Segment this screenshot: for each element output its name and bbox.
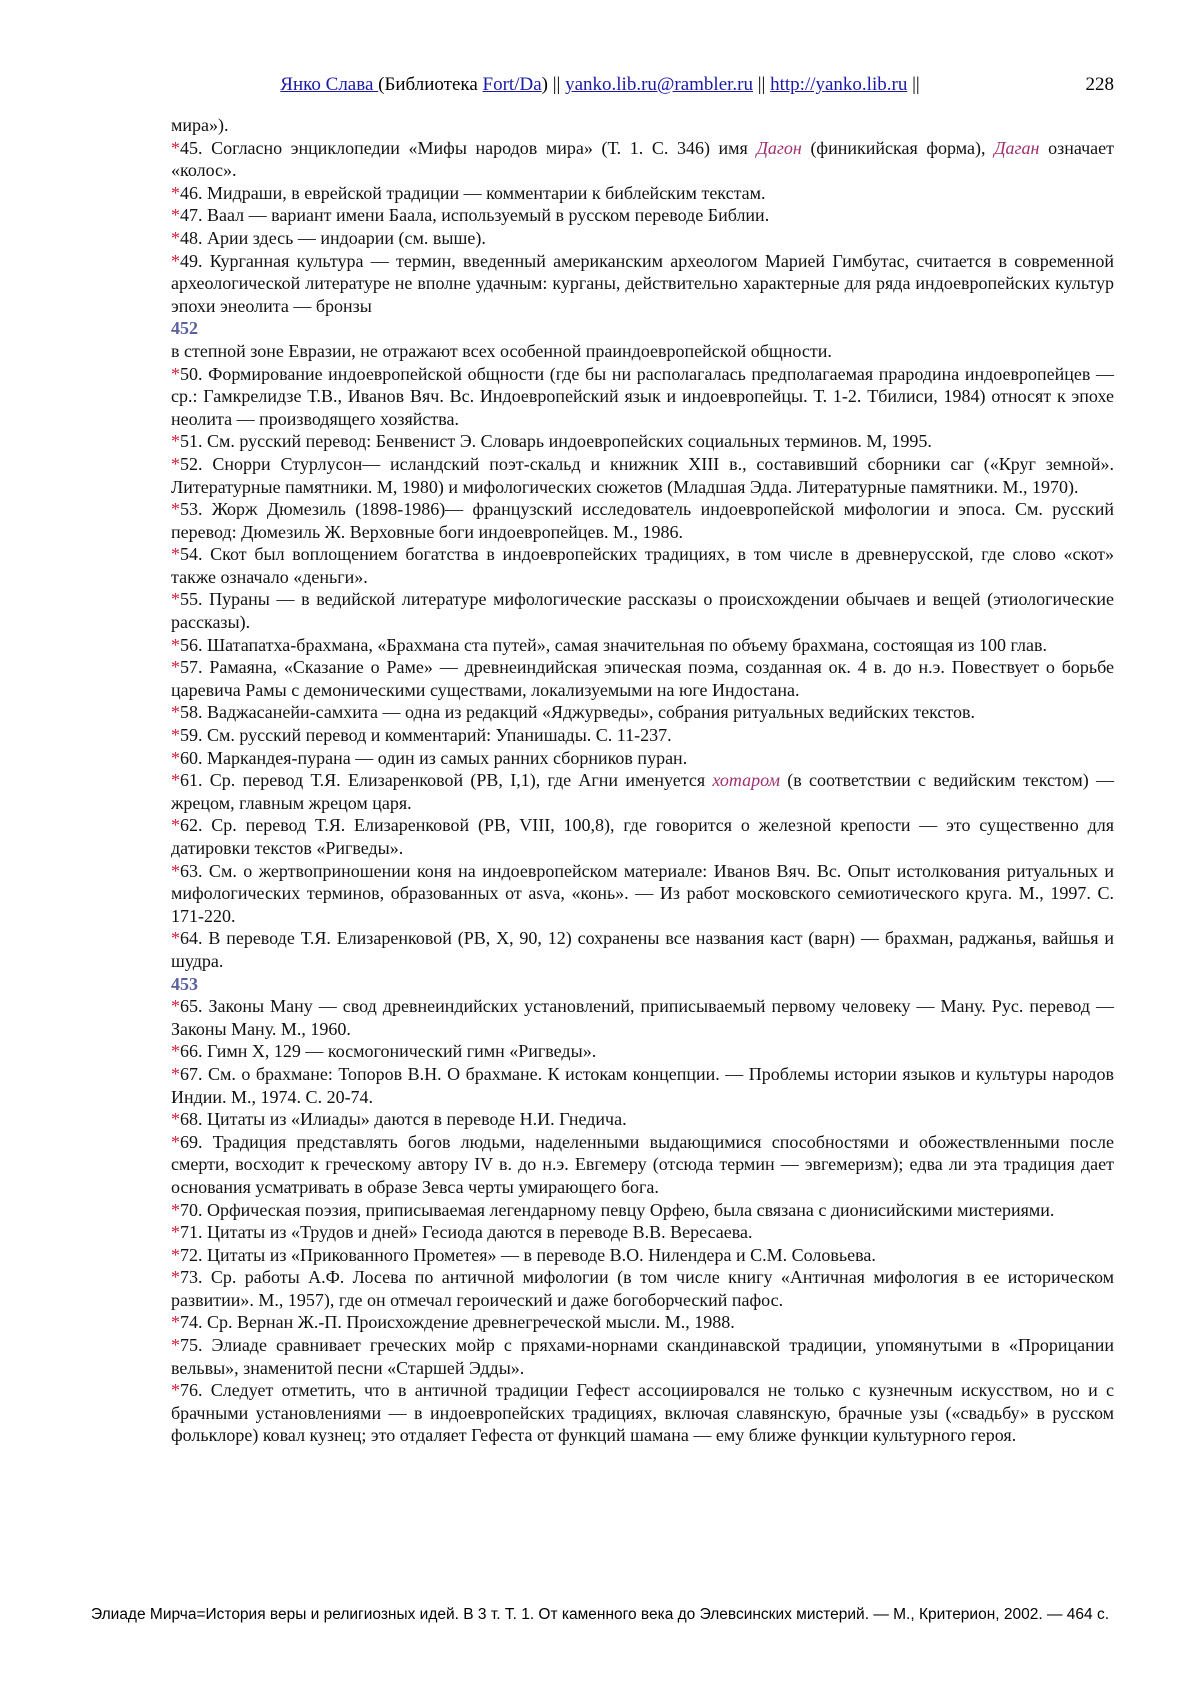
asterisk-marker: * <box>171 860 180 881</box>
note-text: 65. Законы Ману — свод древнеиндийских установлений, приписываемый первому человеку — Ману. Рус. перевод — Законы Ману. М., 1960. <box>171 996 1114 1039</box>
asterisk-marker: * <box>171 227 180 248</box>
note-text: означает «колос». <box>171 137 1114 181</box>
note-text: 69. Традиция представлять богов людьми, наделенными выдающимися способностями и обожествленными после смерти, восходит к греческому автору IV в. до н.э. Евгемеру (отсюда термин — эвгемеризм); едва ли эта традиция дает основания усматривать в образе Зевса черты умирающего бога. <box>171 1131 1114 1197</box>
note-46 <box>171 182 1114 205</box>
note-70 <box>171 1199 1114 1222</box>
asterisk-marker: * <box>171 1380 180 1401</box>
note-text: (финикийская форма), <box>801 137 995 158</box>
note-text: 70. Орфическая поэзия, приписываемая легендарному певцу Орфею, была связана с дионисийскими мистериями. <box>180 1199 1055 1220</box>
asterisk-marker: * <box>171 250 180 271</box>
note-text: 45. Согласно энциклопедии «Мифы народов мира» (Т. 1. С. 346) имя <box>180 137 757 158</box>
asterisk-marker: * <box>171 702 180 723</box>
note-text: 68. Цитаты из «Илиады» даются в переводе Н.И. Гнедича. <box>180 1109 627 1130</box>
note-text: 61. Ср. перевод Т.Я. Елизаренковой (РВ, I,1), где Агни именуется <box>180 770 713 791</box>
header-separator: || <box>907 74 920 95</box>
note-text: 47. Ваал — вариант имени Баала, используемый в русском переводе Библии. <box>180 205 770 226</box>
note-text: 59. См. русский перевод и комментарий: Упанишады. С. 11-237. <box>180 725 672 746</box>
note-76 <box>171 1379 1114 1447</box>
asterisk-marker: * <box>171 1267 180 1288</box>
note-73 <box>171 1266 1114 1311</box>
note-text: 49. Курганная культура — термин, введенный американским археологом Марией Гимбутас, считается в современной археологической литературе не вполне удачным: курганы, действительно характерные для ряда индоевропейских культур эпохи энеолита — бронзы <box>171 250 1114 316</box>
note-text: 67. См. о брахмане: Топоров В.Н. О брахмане. К истокам концепции. — Проблемы истории языков и культуры народов Индии. М., 1974. С. 20-74. <box>171 1063 1114 1107</box>
asterisk-marker: * <box>171 1041 180 1062</box>
note-57 <box>171 656 1114 701</box>
asterisk-marker: * <box>171 770 180 791</box>
note-49-continuation: в степной зоне Евразии, не отражают всех особенной праиндоевропейской общности. <box>171 340 832 361</box>
asterisk-marker: * <box>171 453 180 474</box>
note-text: 75. Элиаде сравнивает греческих мойр с пряхами-норнами скандинавской традиции, упомянутыми в «Прорицании вельвы», знаменитой песни «Старшей Эдды». <box>171 1335 1114 1378</box>
note-55 <box>171 588 1114 633</box>
page-marker-453: 453 <box>171 973 198 994</box>
note-text: 55. Пураны — в ведийской литературе мифологические рассказы о происхождении обычаев и вещей (этиологические рассказы). <box>171 589 1114 633</box>
note-text: 76. Следует отметить, что в античной традиции Гефест ассоциировался не только с кузнечным искусством, но и с брачными установлениями — в индоевропейских традициях, включая славянскую, брачные узы («свадьбу» в русском фольклоре) ковал кузнец; это отдаляет Гефеста от функций шамана — ему ближе функции культурного героя. <box>171 1380 1114 1446</box>
asterisk-marker: * <box>171 815 180 836</box>
note-66 <box>171 1040 1114 1063</box>
note-54 <box>171 543 1114 588</box>
note-65 <box>171 995 1114 1040</box>
author-link[interactable]: Янко Слава <box>280 74 379 95</box>
note-49 <box>171 250 1114 318</box>
note-text: 62. Ср. перевод Т.Я. Елизаренковой (РВ, VIII, 100,8), где говорится о железной крепости — это существенно для датировки текстов «Ригведы». <box>171 815 1114 858</box>
note-62 <box>171 814 1114 859</box>
note-text: 48. Арии здесь — индоарии (см. выше). <box>180 227 486 248</box>
note-text: 58. Ваджасанейи-самхита — одна из редакций «Яджурведы», собрания ритуальных ведийских текстов. <box>180 702 975 723</box>
asterisk-marker: * <box>171 544 180 565</box>
note-67 <box>171 1063 1114 1108</box>
note-64 <box>171 927 1114 972</box>
asterisk-marker: * <box>171 747 180 768</box>
note-74 <box>171 1311 1114 1334</box>
page-header <box>0 74 1200 96</box>
note-text: 72. Цитаты из «Прикованного Прометея» — в переводе В.О. Нилендера и С.М. Соловьева. <box>180 1244 876 1265</box>
site-link[interactable]: http://yanko.lib.ru <box>770 74 908 95</box>
note-48 <box>171 227 1114 250</box>
asterisk-marker: * <box>171 1244 180 1265</box>
asterisk-marker: * <box>171 1199 180 1220</box>
note-text: 53. Жорж Дюмезиль (1898-1986)— французский исследователь индоевропейской мифологии и эпоса. См. русский перевод: Дюмезиль Ж. Верховные боги индоевропейцев. М., 1986. <box>171 499 1114 542</box>
note-text: 71. Цитаты из «Трудов и дней» Гесиода даются в переводе В.В. Вересаева. <box>180 1222 753 1243</box>
note-61 <box>171 769 1114 814</box>
note-text: 46. Мидраши, в еврейской традиции — комментарии к библейским текстам. <box>180 182 766 203</box>
header-text: ) || <box>541 74 566 95</box>
asterisk-marker: * <box>171 205 180 226</box>
asterisk-marker: * <box>171 1312 180 1333</box>
asterisk-marker: * <box>171 1063 180 1084</box>
page-marker-452: 452 <box>171 318 198 339</box>
note-47 <box>171 204 1114 227</box>
header-separator: || <box>753 74 771 95</box>
note-text: 56. Шатапатха-брахмана, «Брахмана ста путей», самая значительная по объему брахмана, состоящая из 100 глав. <box>180 634 1047 655</box>
asterisk-marker: * <box>171 928 180 949</box>
italic-term: хотаром <box>712 770 780 791</box>
note-53 <box>171 498 1114 543</box>
header-text: (Библиотека <box>378 74 483 95</box>
asterisk-marker: * <box>171 657 180 678</box>
note-69 <box>171 1131 1114 1199</box>
note-51 <box>171 430 1114 453</box>
asterisk-marker: * <box>171 137 180 158</box>
note-72 <box>171 1244 1114 1267</box>
note-continuation: мира»). <box>171 115 229 135</box>
asterisk-marker: * <box>171 589 180 610</box>
email-link[interactable]: yanko.lib.ru@rambler.ru <box>565 74 753 95</box>
note-63 <box>171 860 1114 928</box>
note-52 <box>171 453 1114 498</box>
note-text: 54. Скот был воплощением богатства в индоевропейских традициях, в том числе в древнерусской, где слово «скот» также означало «деньги». <box>171 544 1114 587</box>
note-71 <box>171 1221 1114 1244</box>
italic-term: Даган <box>994 137 1040 158</box>
note-text: 50. Формирование индоевропейской общности (где бы ни располагалась предполагаемая прародина индоевропейцев — ср.: Гамкрелидзе Т.В., Иванов Вяч. Вс. Индоевропейский язык и индоевропейцы. Т. 1-2. Тбилиси, 1984) относят к эпохе неолита — производящего хозяйства. <box>171 363 1114 429</box>
note-59 <box>171 724 1114 747</box>
page-number: 228 <box>1085 74 1114 95</box>
note-text: 64. В переводе Т.Я. Елизаренковой (РВ, X, 90, 12) сохранены все названия каст (варн) — брахман, раджанья, вайшья и шудра. <box>171 928 1114 971</box>
note-text: 63. См. о жертвоприношении коня на индоевропейском материале: Иванов Вяч. Вс. Опыт истолкования ритуальных и мифологических терминов, образованных от asva, «конь». — Из работ московского семиотического круга. М., 1997. С. 171-220. <box>171 860 1114 926</box>
asterisk-marker: * <box>171 499 180 520</box>
note-56 <box>171 634 1114 657</box>
note-58 <box>171 701 1114 724</box>
note-text: 66. Гимн X, 129 — космогонический гимн «Ригведы». <box>180 1041 597 1062</box>
note-text: 51. См. русский перевод: Бенвенист Э. Словарь индоевропейских социальных терминов. М, 1995. <box>180 431 932 452</box>
asterisk-marker: * <box>171 725 180 746</box>
italic-term: Дагон <box>756 137 802 158</box>
note-text: 60. Маркандея-пурана — один из самых ранних сборников пуран. <box>180 747 688 768</box>
asterisk-marker: * <box>171 431 180 452</box>
asterisk-marker: * <box>171 363 180 384</box>
page-footer: Элиаде Мирча=История веры и религиозных идей. В 3 т. Т. 1. От каменного века до Элевсинских мистерий. — М., Критерион, 2002. — 464 с. <box>90 1606 1110 1623</box>
note-text: 57. Рамаяна, «Сказание о Раме» — древнеиндийская эпическая поэма, созданная ок. 4 в. до н.э. Повествует о борьбе царевича Рамы с демоническими существами, локализуемыми на юге Индостана. <box>171 657 1114 700</box>
asterisk-marker: * <box>171 996 180 1017</box>
library-link[interactable]: Fort/Da <box>482 74 542 95</box>
note-68 <box>171 1108 1114 1131</box>
note-text: (в соответствии с ведийским текстом) — жрецом, главным жрецом царя. <box>171 770 1114 813</box>
note-text: 52. Снорри Стурлусон— исландский поэт-скальд и книжник XIII в., составивший сборники саг («Круг земной». Литературные памятники. М, 1980) и мифологических сюжетов (Младшая Эдда. Литературные памятники. М., 1970). <box>171 453 1114 497</box>
note-60 <box>171 747 1114 770</box>
asterisk-marker: * <box>171 1109 180 1130</box>
asterisk-marker: * <box>171 1335 180 1356</box>
note-text: 74. Ср. Вернан Ж.-П. Происхождение древнегреческой мысли. М., 1988. <box>180 1312 735 1333</box>
asterisk-marker: * <box>171 182 180 203</box>
asterisk-marker: * <box>171 1131 180 1152</box>
asterisk-marker: * <box>171 634 180 655</box>
note-45 <box>171 137 1114 182</box>
note-text: 73. Ср. работы А.Ф. Лосева по античной мифологии (в том числе книгу «Античная мифология в ее историческом развитии». М., 1957), где он отмечал героический и даже богоборческий пафос. <box>171 1267 1114 1310</box>
note-50 <box>171 363 1114 431</box>
asterisk-marker: * <box>171 1222 180 1243</box>
endnotes-body <box>171 114 1114 1447</box>
note-75 <box>171 1334 1114 1379</box>
